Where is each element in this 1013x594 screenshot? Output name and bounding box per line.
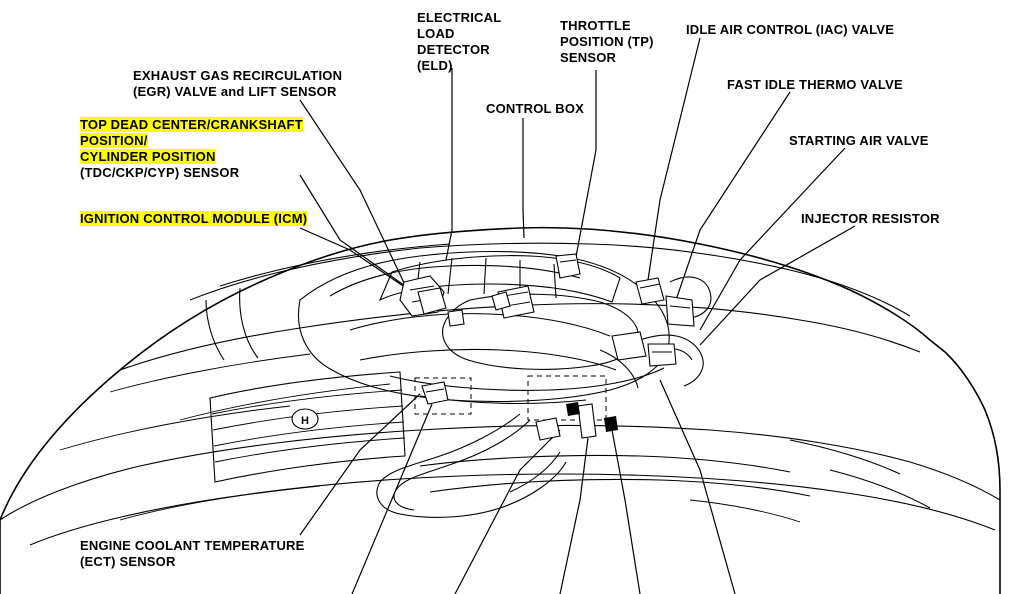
label-injector-resistor: INJECTOR RESISTOR: [801, 211, 940, 226]
engine-assembly: [298, 252, 669, 404]
label-fast-idle-thermo-valve: FAST IDLE THERMO VALVE: [727, 77, 903, 92]
label-idle-air-control-valve: IDLE AIR CONTROL (IAC) VALVE: [686, 22, 895, 37]
label-engine-coolant-temperature-sensor: ENGINE COOLANT TEMPERATURE (ECT) SENSOR: [80, 538, 305, 569]
label-starting-air-valve: STARTING AIR VALVE: [789, 133, 929, 148]
highlighted-text-tdc-line2: POSITION/: [80, 133, 148, 148]
label-electrical-load-detector: ELECTRICAL LOAD DETECTOR (ELD): [417, 10, 502, 73]
label-egr-valve-and-lift-sensor: EXHAUST GAS RECIRCULATION (EGR) VALVE and LIFT SENSOR: [133, 68, 343, 99]
label-control-box: CONTROL BOX: [486, 101, 585, 116]
engine-bay-frame: [190, 243, 910, 360]
components: [400, 254, 694, 440]
label-tdc-ckp-cyp-sensor: [80, 117, 303, 181]
highlighted-text-tdc-line1: TOP DEAD CENTER/CRANKSHAFT: [80, 117, 303, 132]
label-ignition-control-module: [80, 211, 307, 227]
highlighted-text-tdc-line3: CYLINDER POSITION: [80, 149, 216, 164]
bumper-details: [120, 440, 930, 522]
front-grille: [210, 372, 405, 482]
label-throttle-position-sensor: THROTTLE POSITION (TP) SENSOR: [560, 18, 654, 65]
highlighted-text-icm: IGNITION CONTROL MODULE (ICM): [80, 211, 308, 226]
label-tdc-line4: (TDC/CKP/CYP) SENSOR: [80, 165, 240, 180]
svg-text:H: H: [301, 415, 309, 427]
